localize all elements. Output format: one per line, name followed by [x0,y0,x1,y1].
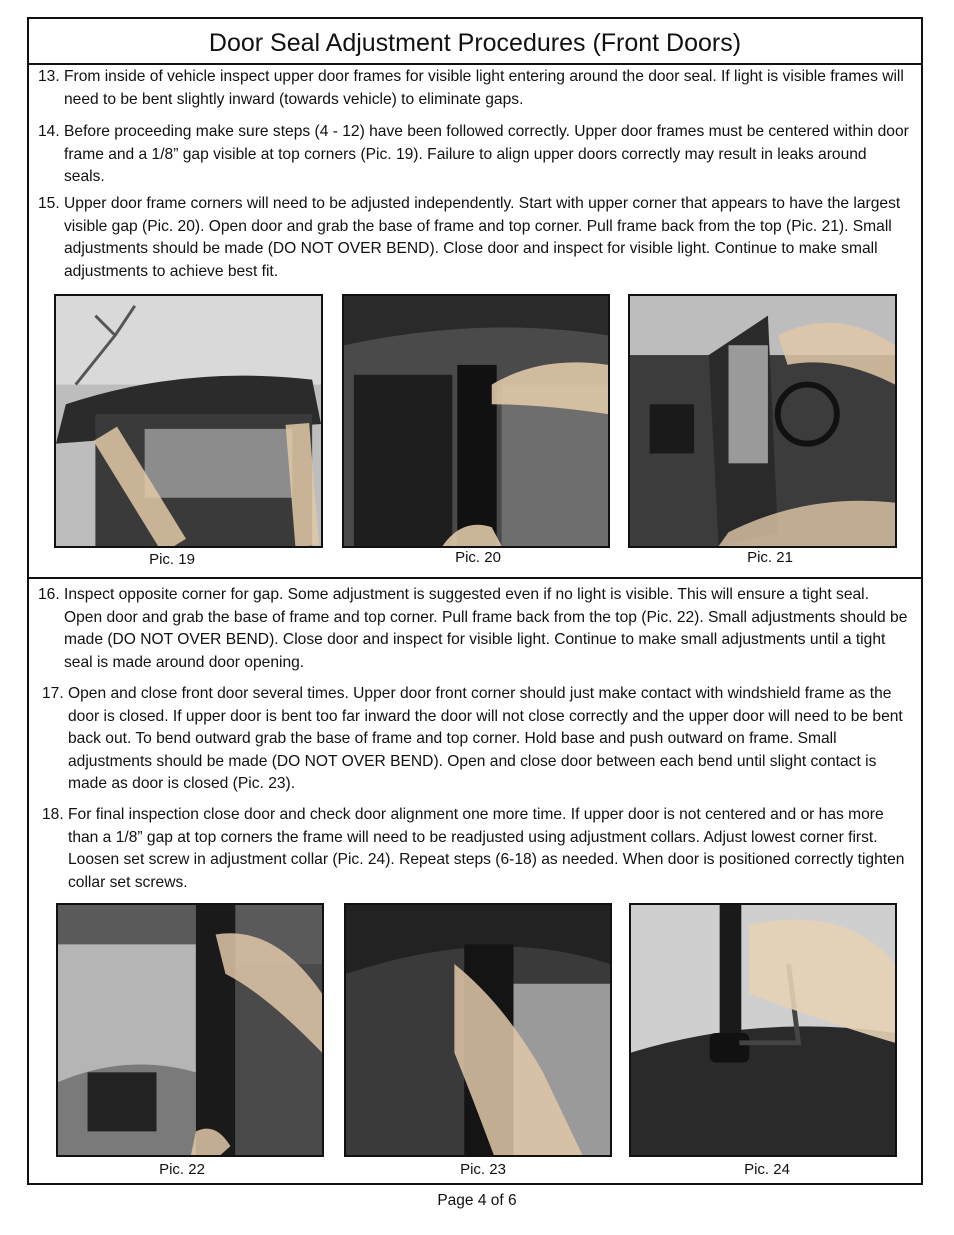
photo-pic-24 [629,903,897,1157]
caption-pic-21: Pic. 21 [747,549,793,566]
photo-pic-20 [342,294,610,548]
caption-pic-20: Pic. 20 [455,549,501,566]
step-15: 15. Upper door frame corners will need to be adjusted independently. Start with upper corner that appears to have the largest visible gap (Pic. 20). Open door and grab the base of frame and top corner. Pull frame back from the top (Pic. 21). Small adjustments should be made (DO NOT OVER BEND). Close door and inspect for visible light. Continue to make small adjustments to achieve best fit. [38,195,901,280]
caption-pic-24: Pic. 24 [744,1161,790,1178]
step-17: 17. Open and close front door several times. Upper door front corner should just make contact with windshield frame as the door is closed. If upper door is bent too far inward the door will not close correctly and the upper door will need to be bent back out. To bend outward grab the base of frame and top corner. Hold base and push outward on frame. Small adjustments should be made (DO NOT OVER BEND). Open and close door between each bend until slight contact is made as door is closed (Pic. 23). [42,685,903,792]
step-13: 13. From inside of vehicle inspect upper door frames for visible light entering around the door seal. If light is visible frames will need to be bent slightly inward (towards vehicle) to eliminate gaps. [38,68,904,108]
step-14: 14. Before proceeding make sure steps (4 - 12) have been followed correctly. Upper door frames must be centered within door frame and a 1/8” gap visible at top corners (Pic. 19). Failure to align upper doors correctly may result in leaks around seals. [38,123,909,185]
photo-pic-19 [54,294,323,548]
photo-pic-21 [628,294,897,548]
photo-pic-23 [344,903,612,1157]
caption-pic-19: Pic. 19 [149,551,195,568]
section-divider [29,577,921,579]
caption-pic-23: Pic. 23 [460,1161,506,1178]
page-title: Door Seal Adjustment Procedures (Front Doors) [29,19,921,65]
photo-pic-22 [56,903,324,1157]
step-18: 18. For final inspection close door and check door alignment one more time. If upper door is not centered and or has more than a 1/8” gap at top corners the frame will need to be readjusted using adjustment collars. Adjust lowest corner first. Loosen set screw in adjustment collar (Pic. 24). Repeat steps (6-18) as needed. When door is positioned correctly tighten collar set screws. [42,806,905,891]
caption-pic-22: Pic. 22 [159,1161,205,1178]
step-16: 16. Inspect opposite corner for gap. Some adjustment is suggested even if no light is visible. This will ensure a tight seal. Open door and grab the base of frame and top corner. Pull frame back from the top (Pic. 22). Small adjustments should be made (DO NOT OVER BEND). Close door and inspect for visible light. Continue to make small adjustments until a tight seal is made around door opening. [38,586,908,671]
page-number: Page 4 of 6 [437,1192,517,1209]
